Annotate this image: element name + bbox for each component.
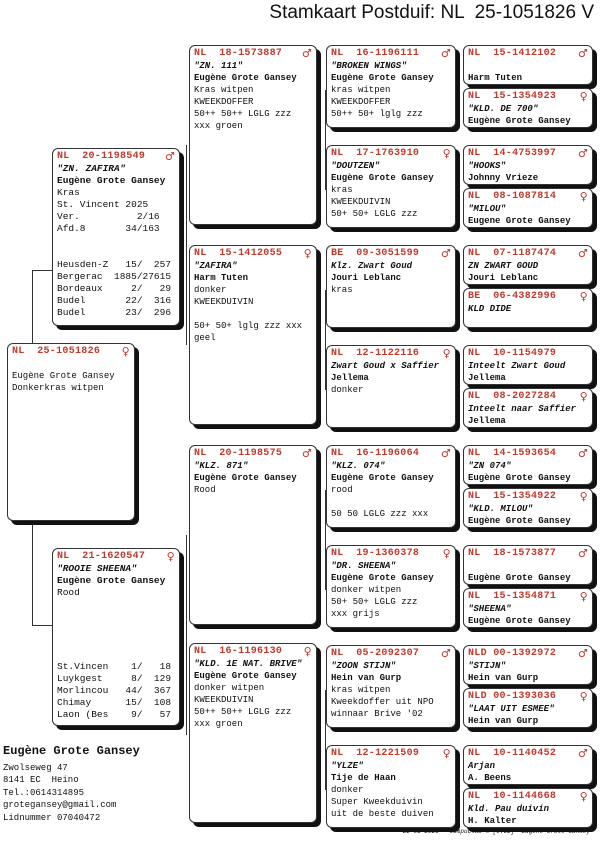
card-header: [194, 48, 312, 60]
info-line: xxx groen: [194, 121, 243, 131]
pedigree-card[interactable]: [326, 45, 456, 128]
subject-pigeon-card[interactable]: [7, 343, 135, 521]
pigeon-name: "DR. SHEENA": [331, 561, 396, 571]
owner-info: [3, 745, 140, 824]
info-line: Kras witpen: [194, 85, 254, 95]
card-header: [468, 91, 588, 103]
male-icon: ♂: [577, 47, 588, 60]
pigeon-name: "LAAT UIT ESMEE": [468, 704, 555, 714]
male-icon: ♂: [577, 247, 588, 260]
ring-number: NL 10-1144668: [468, 791, 557, 802]
pedigree-card[interactable]: [326, 245, 456, 328]
male-icon: ♂: [164, 150, 175, 163]
ring-number: NL 16-1196064: [331, 448, 420, 459]
pigeon-name: "DOUTZEN": [331, 161, 380, 171]
info-line: St. Vincent 2025: [57, 199, 149, 210]
ring-number: BE 09-3051599: [331, 248, 420, 259]
info-line: KWEEKDOFFER: [194, 97, 254, 107]
female-icon: ♀: [303, 645, 312, 658]
female-icon: ♀: [442, 147, 451, 160]
info-line: KWEEKDUIVIN: [194, 297, 254, 307]
pigeon-name: "KLZ. 074": [331, 461, 386, 471]
male-icon: ♂: [440, 647, 451, 660]
female-icon: ♀: [579, 490, 588, 503]
info-line: KWEEKDOFFER: [331, 97, 391, 107]
pigeon-name: [468, 60, 588, 72]
owner-city: 8141 EC Heino: [3, 775, 79, 785]
pigeon-name: [468, 560, 588, 572]
race-result: Bordeaux 2/ 29: [57, 283, 172, 294]
owner-email[interactable]: grotegansey@gmail.com: [3, 800, 117, 810]
ring-number: NL 18-1573887: [194, 48, 283, 59]
connector-line: [32, 270, 33, 345]
race-result: Chimay 15/ 108: [57, 697, 172, 708]
card-header: [468, 348, 588, 360]
card-header: [194, 248, 312, 260]
info-line: xxx grijs: [331, 609, 380, 619]
race-result: Budel 22/ 316: [57, 295, 172, 306]
female-icon: ♀: [579, 90, 588, 103]
pigeon-name: KLD DIDE: [468, 304, 512, 314]
pedigree-card[interactable]: [463, 545, 593, 585]
owner-name: Tije de Haan: [331, 773, 396, 783]
info-line: Kras: [57, 187, 80, 198]
card-header: [468, 248, 588, 260]
owner-name: Eugène Grote Gansey: [468, 473, 571, 483]
pedigree-card[interactable]: [326, 645, 456, 728]
owner-name: Jouri Leblanc: [468, 273, 539, 283]
ring-number: NL 12-1221509: [331, 748, 420, 759]
pedigree-card[interactable]: [326, 445, 456, 528]
owner-name: Eugène Grote Gansey: [468, 516, 571, 526]
pedigree-card[interactable]: [189, 445, 317, 625]
ring-number: NL 07-1187474: [468, 248, 557, 259]
card-header: [331, 248, 451, 260]
info-line: uit de beste duiven: [331, 809, 434, 819]
ring-number: NL 10-1154979: [468, 348, 557, 359]
owner-name: Eugene Grote Gansey: [468, 216, 571, 226]
pigeon-name: Inteelt naar Saffier: [468, 404, 577, 414]
female-icon: ♀: [579, 590, 588, 603]
info-line: donker: [331, 785, 364, 795]
pigeon-name: "ZN. 111": [194, 61, 243, 71]
owner-address: Zwolseweg 47: [3, 762, 68, 773]
info-line: 50+ 50+ LGLG zzz: [331, 597, 418, 607]
info-line: kras witpen: [331, 85, 391, 95]
info-line: [12, 358, 130, 370]
info-line: 50++ 50++ LGLG zzz: [194, 707, 292, 717]
card-header: [468, 591, 588, 603]
owner-name: Jellema: [468, 416, 506, 426]
female-icon: ♀: [303, 247, 312, 260]
owner-name: Jouri Leblanc: [331, 273, 402, 283]
card-header: [468, 448, 588, 460]
owner-name: A. Beens: [468, 773, 512, 783]
info-line: winnaar Brive '02: [331, 709, 423, 719]
info-line: 50++ 50+ lglg zzz: [331, 109, 423, 119]
ring-number: NL 10-1140452: [468, 748, 557, 759]
info-line: Afd.8 34/163: [57, 223, 160, 234]
card-header: [468, 791, 588, 803]
race-result: Morlincou 44/ 367: [57, 685, 172, 696]
card-header: [468, 548, 588, 560]
male-icon: ♂: [301, 447, 312, 460]
ring-number: NL 16-1196130: [194, 646, 283, 657]
female-icon: ♀: [579, 290, 588, 303]
race-result: Bergerac 1885/27615: [57, 271, 172, 282]
owner-name: Eugène Grote Gansey: [331, 573, 434, 583]
ring-number: NL 17-1763910: [331, 148, 420, 159]
race-result: St.Vincen 1/ 18: [57, 661, 172, 672]
father-card[interactable]: [52, 148, 180, 326]
female-icon: ♀: [121, 345, 130, 358]
pedigree-card[interactable]: [463, 445, 593, 485]
pigeon-name: ZN ZWART GOUD: [468, 261, 539, 271]
info-line: [331, 496, 451, 508]
owner-name: Eugène Grote Gansey: [331, 473, 434, 483]
card-header: [331, 648, 451, 660]
owner-name: Harm Tuten: [194, 273, 249, 283]
race-result: Budel 23/ 296: [57, 307, 172, 318]
info-line: KWEEKDUIVIN: [331, 197, 391, 207]
ring-number: NL 15-1354923: [468, 91, 557, 102]
pedigree-card[interactable]: [463, 188, 593, 228]
pigeon-name: Arjan: [468, 761, 496, 771]
male-icon: ♂: [440, 247, 451, 260]
male-icon: ♂: [577, 647, 588, 660]
female-icon: ♀: [442, 747, 451, 760]
male-icon: ♂: [301, 47, 312, 60]
pedigree-card[interactable]: [463, 245, 593, 285]
ring-number: NL 25-1051826: [12, 346, 101, 357]
owner-member-number: Lidnummer 07040472: [3, 812, 101, 823]
card-header: [468, 48, 588, 60]
ring-number: BE 06-4382996: [468, 291, 557, 302]
connector-line: [186, 145, 187, 345]
ring-number: NL 08-2027284: [468, 391, 557, 402]
pigeon-name: "KLD. DE 700": [468, 104, 539, 114]
ring-number: NL 14-1593654: [468, 448, 557, 459]
info-line: donker witpen: [194, 683, 265, 693]
info-line: Rood: [57, 587, 80, 598]
info-line: kras: [331, 285, 353, 295]
info-line: donker: [194, 285, 227, 295]
pedigree-card[interactable]: [463, 345, 593, 385]
male-icon: ♂: [577, 447, 588, 460]
pedigree-card[interactable]: [463, 488, 593, 528]
ring-number: NL 19-1360378: [331, 548, 420, 559]
owner-phone: Tel.:0614314895: [3, 787, 85, 798]
pedigree-card[interactable]: [463, 588, 593, 628]
female-icon: ♀: [442, 547, 451, 560]
info-line: Ver. 2/16: [57, 211, 160, 222]
owner-name: Hein van Gurp: [331, 673, 402, 683]
pigeon-name: "KLD. 1E NAT. BRIVE": [194, 659, 303, 669]
ring-number: NLD 00-1393036: [468, 691, 557, 702]
owner-name: Hein van Gurp: [468, 716, 539, 726]
race-result: Heusden-Z 15/ 257: [57, 259, 172, 270]
owner-name: Eugène Grote Gansey: [3, 744, 140, 758]
card-header: [468, 391, 588, 403]
male-icon: ♂: [577, 747, 588, 760]
info-line: rood: [331, 485, 353, 495]
info-line: kras: [331, 185, 353, 195]
owner-name: Eugène Grote Gansey: [331, 73, 434, 83]
pedigree-card[interactable]: [463, 688, 593, 728]
info-line: 50+ 50+ LGLG zzz: [331, 209, 418, 219]
pedigree-card[interactable]: [463, 388, 593, 428]
owner-name: Eugène Grote Gansey: [194, 473, 297, 483]
card-header: [331, 748, 451, 760]
pigeon-name: Kld. Pau duivin: [468, 804, 550, 814]
pigeon-name: Inteelt Zwart Goud: [468, 361, 566, 371]
ring-number: NL 05-2092307: [331, 648, 420, 659]
owner-name: H. Kalter: [468, 816, 517, 826]
pigeon-name: "SHEENA": [468, 604, 512, 614]
owner-name: [468, 315, 588, 327]
connector-line: [32, 270, 52, 271]
pedigree-card[interactable]: [463, 88, 593, 128]
connector-line: [32, 625, 52, 626]
pedigree-card[interactable]: [326, 545, 456, 628]
info-line: 50++ 50++ LGLG zzz: [194, 109, 292, 119]
footer-text: 22-01-2026 Compuclub © [9.52] Eugène Grote Gansey: [402, 828, 590, 835]
pigeon-name: "STIJN": [468, 661, 506, 671]
female-icon: ♀: [579, 190, 588, 203]
pigeon-name: "ZAFIRA": [194, 261, 238, 271]
pigeon-name: "MILOU": [468, 204, 506, 214]
info-line: 50 50 LGLG zzz xxx: [331, 509, 429, 519]
pigeon-name: "BROKEN WINGS": [331, 61, 407, 71]
pedigree-card[interactable]: [189, 45, 317, 225]
info-line: KWEEKDUIVIN: [194, 695, 254, 705]
info-line: kras witpen: [331, 685, 391, 695]
ring-number: NL 15-1412055: [194, 248, 283, 259]
card-header: [331, 348, 451, 360]
pedigree-card[interactable]: [463, 45, 593, 85]
pedigree-card[interactable]: [463, 145, 593, 185]
pigeon-name: "ZN 074": [468, 461, 512, 471]
ring-number: NL 20-1198549: [57, 151, 146, 162]
male-icon: ♂: [577, 547, 588, 560]
card-header: [331, 548, 451, 560]
info-line: Kweekdoffer uit NPO: [331, 697, 434, 707]
info-line: 50+ 50+ lglg zzz xxx: [194, 321, 303, 331]
ring-number: NL 08-1087814: [468, 191, 557, 202]
owner-name: Eugène Grote Gansey: [194, 73, 297, 83]
card-header: [468, 291, 588, 303]
card-header: [194, 646, 312, 658]
pedigree-card[interactable]: [326, 745, 456, 828]
info-line: donker witpen: [331, 585, 402, 595]
owner-name: Eugène Grote Gansey: [468, 616, 571, 626]
pedigree-card[interactable]: [189, 643, 317, 823]
owner-name: Eugène Grote Gansey: [194, 671, 297, 681]
pigeon-name: "HOOKS": [468, 161, 506, 171]
pigeon-name: "ZN. ZAFIRA": [57, 163, 126, 174]
ring-number: NL 15-1354871: [468, 591, 557, 602]
pigeon-name: "ZOON STIJN": [331, 661, 396, 671]
card-header: [468, 491, 588, 503]
connector-line: [32, 525, 33, 625]
owner-name: Eugène Grote Gansey: [57, 575, 166, 586]
pedigree-card[interactable]: [463, 788, 593, 828]
card-header: [331, 48, 451, 60]
owner-name: Jellema: [331, 373, 369, 383]
male-icon: ♂: [440, 47, 451, 60]
owner-name: Johnny Vrieze: [468, 173, 539, 183]
pigeon-name: "YLZE": [331, 761, 364, 771]
male-icon: ♂: [440, 447, 451, 460]
card-header: [468, 691, 588, 703]
ring-number: NL 12-1122116: [331, 348, 420, 359]
owner-name: Hein van Gurp: [468, 673, 539, 683]
card-header: [194, 448, 312, 460]
owner-name: Eugène Grote Gansey: [468, 573, 571, 583]
pedigree-card[interactable]: [463, 645, 593, 685]
card-header: [468, 648, 588, 660]
owner-line: Eugène Grote Gansey: [12, 371, 115, 381]
ring-number: NL 20-1198575: [194, 448, 283, 459]
pedigree-card[interactable]: [463, 288, 593, 328]
female-icon: ♀: [579, 690, 588, 703]
female-icon: ♀: [579, 390, 588, 403]
info-line: Super Kweekduivin: [331, 797, 423, 807]
pedigree-card[interactable]: [326, 345, 456, 428]
info-line: donker: [331, 385, 364, 395]
card-header: [468, 191, 588, 203]
ring-number: NL 21-1620547: [57, 551, 146, 562]
race-result: Luykgest 8/ 129: [57, 673, 172, 684]
pedigree-card[interactable]: [189, 245, 317, 425]
owner-name: Eugène Grote Gansey: [468, 116, 571, 126]
ring-number: NL 15-1412102: [468, 48, 557, 59]
card-header: [468, 148, 588, 160]
race-result: Laon (Bes 9/ 57: [57, 709, 172, 720]
owner-name: Eugène Grote Gansey: [57, 175, 166, 186]
mother-card[interactable]: [52, 548, 180, 726]
pigeon-name: "ROOIE SHEENA": [57, 563, 137, 574]
ring-number: NL 16-1196111: [331, 48, 420, 59]
ring-number: NL 15-1354922: [468, 491, 557, 502]
info-line: geel: [194, 333, 216, 343]
pigeon-name: "KLD. MILOU": [468, 504, 533, 514]
card-header: [468, 748, 588, 760]
pedigree-card[interactable]: [326, 145, 456, 228]
pigeon-name: Zwart Goud x Saffier: [331, 361, 440, 371]
card-header: [331, 148, 451, 160]
male-icon: ♂: [577, 147, 588, 160]
owner-name: Eugène Grote Gansey: [331, 173, 434, 183]
owner-name: Harm Tuten: [468, 73, 523, 83]
ring-number: NL 14-4753997: [468, 148, 557, 159]
color-line: Donkerkras witpen: [12, 383, 104, 393]
ring-number: NL 18-1573877: [468, 548, 557, 559]
info-line: [194, 308, 312, 320]
pigeon-name: Klz. Zwart Goud: [331, 261, 413, 271]
female-icon: ♀: [579, 790, 588, 803]
pedigree-card[interactable]: [463, 745, 593, 785]
card-header: [331, 448, 451, 460]
page-title: Stamkaart Postduif: NL 25-1051826 V: [269, 2, 594, 23]
info-line: xxx groen: [194, 719, 243, 729]
info-line: Rood: [194, 485, 216, 495]
female-icon: ♀: [442, 347, 451, 360]
pigeon-name: "KLZ. 871": [194, 461, 249, 471]
ring-number: NLD 00-1392972: [468, 648, 557, 659]
connector-line: [186, 535, 187, 735]
female-icon: ♀: [166, 550, 175, 563]
owner-name: Jellema: [468, 373, 506, 383]
